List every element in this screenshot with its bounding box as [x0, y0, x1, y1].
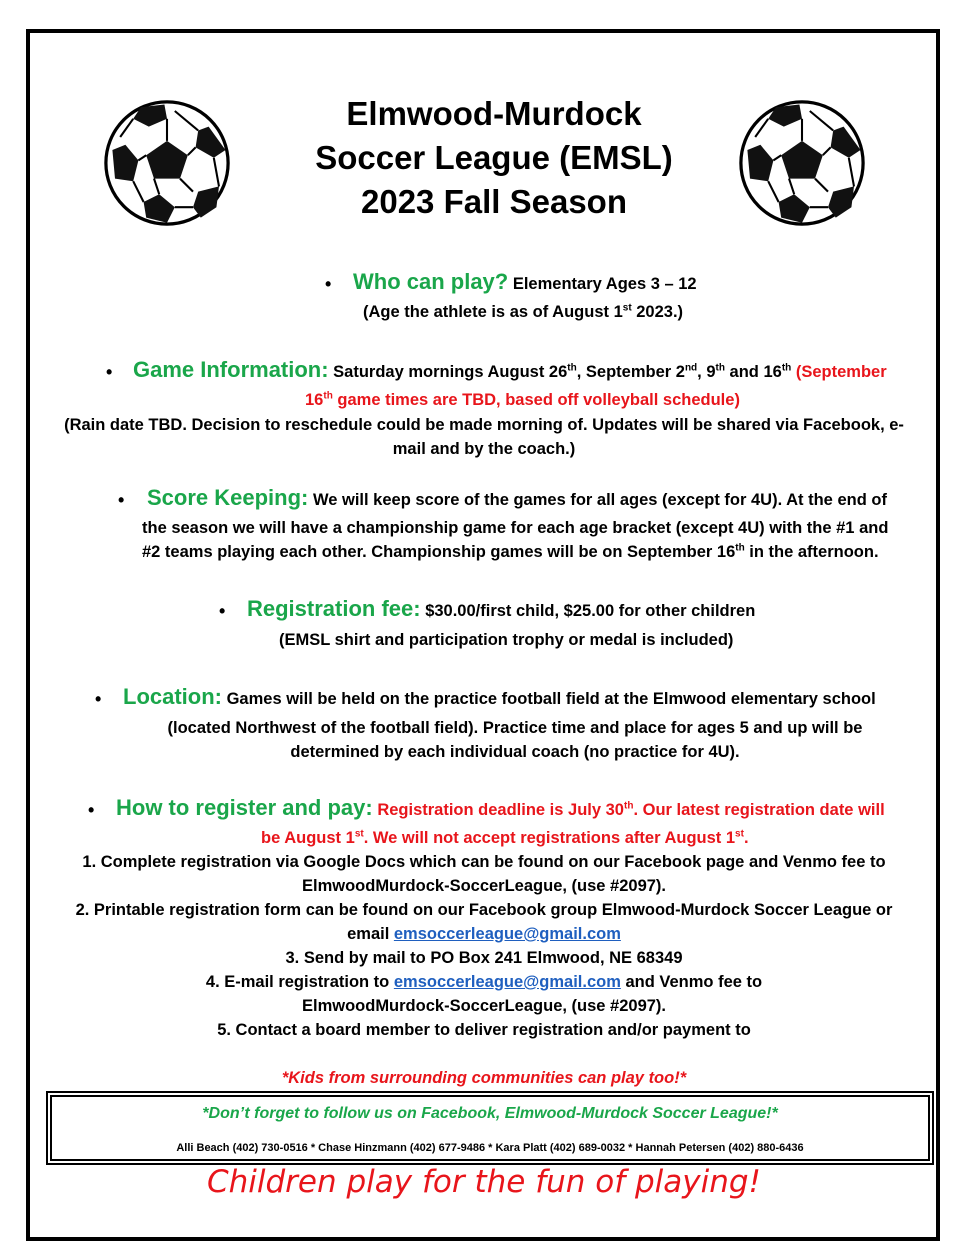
game-section: Game Information: Saturday mornings August 26th, September 2nd, 9th and 16th (September — [133, 357, 887, 382]
slogan: Children play for the fun of playing! — [206, 1164, 761, 1200]
location-heading: Location: — [123, 684, 222, 709]
who-heading: Who can play? — [353, 269, 509, 294]
score-heading: Score Keeping: — [147, 485, 309, 510]
page-title — [280, 92, 708, 224]
bullet: • — [118, 490, 125, 510]
list-item: 4. E-mail registration to emsoccerleague@gmail.com and Venmo fee to — [205, 973, 763, 991]
score-section: Score Keeping: We will keep score of the games for all ages (except for 4U). At the end of — [147, 485, 887, 510]
bullet: • — [325, 274, 332, 294]
location-section: Location: Games will be held on the practice football field at the Elmwood elementary school — [123, 684, 876, 709]
register-section: How to register and pay: Registration deadline is July 30th. Our latest registration date will — [116, 795, 885, 820]
register-steps — [40, 850, 928, 1042]
title-line: Soccer League (EMSL) — [315, 139, 673, 176]
score-line: #2 teams playing each other. Championship games will be on September 16th in the afternoon. — [142, 542, 879, 561]
who-text: Elementary Ages 3 – 12 — [512, 275, 697, 293]
kids-note: *Kids from surrounding communities can play too!* — [281, 1069, 687, 1087]
register-red-note: be August 1st. We will not accept registrations after August 1st. — [261, 828, 749, 847]
bullet: • — [95, 689, 102, 709]
contact-list: Alli Beach (402) 730-0516 * Chase Hinzmann (402) 677-9486 * Kara Platt (402) 689-0032 * Hannah Petersen (402) 880-6436 — [176, 1142, 804, 1154]
email-link[interactable]: emsoccerleague@gmail.com — [393, 925, 621, 943]
fee-note: (EMSL shirt and participation trophy or medal is included) — [279, 631, 734, 649]
bullet: • — [88, 800, 95, 820]
list-item: 3. Send by mail to PO Box 241 Elmwood, NE 68349 — [285, 949, 683, 967]
score-line: the season we will have a championship game for each age bracket (except 4U) with the #1 and — [142, 519, 889, 537]
list-item: 5. Contact a board member to deliver registration and/or payment to — [217, 1021, 751, 1039]
title-line: Elmwood-Murdock — [346, 95, 642, 132]
bullet: • — [219, 601, 226, 621]
register-heading: How to register and pay: — [116, 795, 373, 820]
location-lines: (located Northwest of the football field). Practice time and place for ages 5 and up will be determined by each individual coach (no practice for 4U). — [167, 719, 863, 761]
list-item: ElmwoodMurdock-SoccerLeague, (use #2097). — [301, 877, 667, 895]
soccer-ball-icon — [102, 98, 232, 228]
fee-section: Registration fee: $30.00/first child, $25.00 for other children — [247, 596, 756, 621]
game-heading: Game Information: — [133, 357, 329, 382]
list-item: 2. Printable registration form can be found on our Facebook group Elmwood-Murdock Soccer League or — [75, 901, 893, 919]
game-red-note: 16th game times are TBD, based off volleyball schedule) — [305, 390, 740, 409]
who-note: (Age the athlete is as of August 1st 2023.) — [363, 302, 684, 321]
footer-box — [46, 1091, 934, 1165]
rain-note: (Rain date TBD. Decision to reschedule could be made morning of. Updates will be shared via Facebook, e- mail and by the coach.) — [64, 416, 904, 458]
who-section — [353, 270, 697, 296]
facebook-note: *Don’t forget to follow us on Facebook, Elmwood-Murdock Soccer League!* — [202, 1105, 778, 1122]
list-item: ElmwoodMurdock-SoccerLeague, (use #2097). — [301, 997, 667, 1015]
bullet: • — [106, 362, 113, 382]
list-item: email emsoccerleague@gmail.com — [347, 925, 621, 943]
soccer-ball-icon — [737, 98, 867, 228]
fee-heading: Registration fee: — [247, 596, 421, 621]
title-line: 2023 Fall Season — [361, 183, 627, 220]
email-link[interactable]: emsoccerleague@gmail.com — [393, 973, 621, 991]
list-item: 1. Complete registration via Google Docs which can be found on our Facebook page and Venmo fee to — [82, 853, 886, 871]
